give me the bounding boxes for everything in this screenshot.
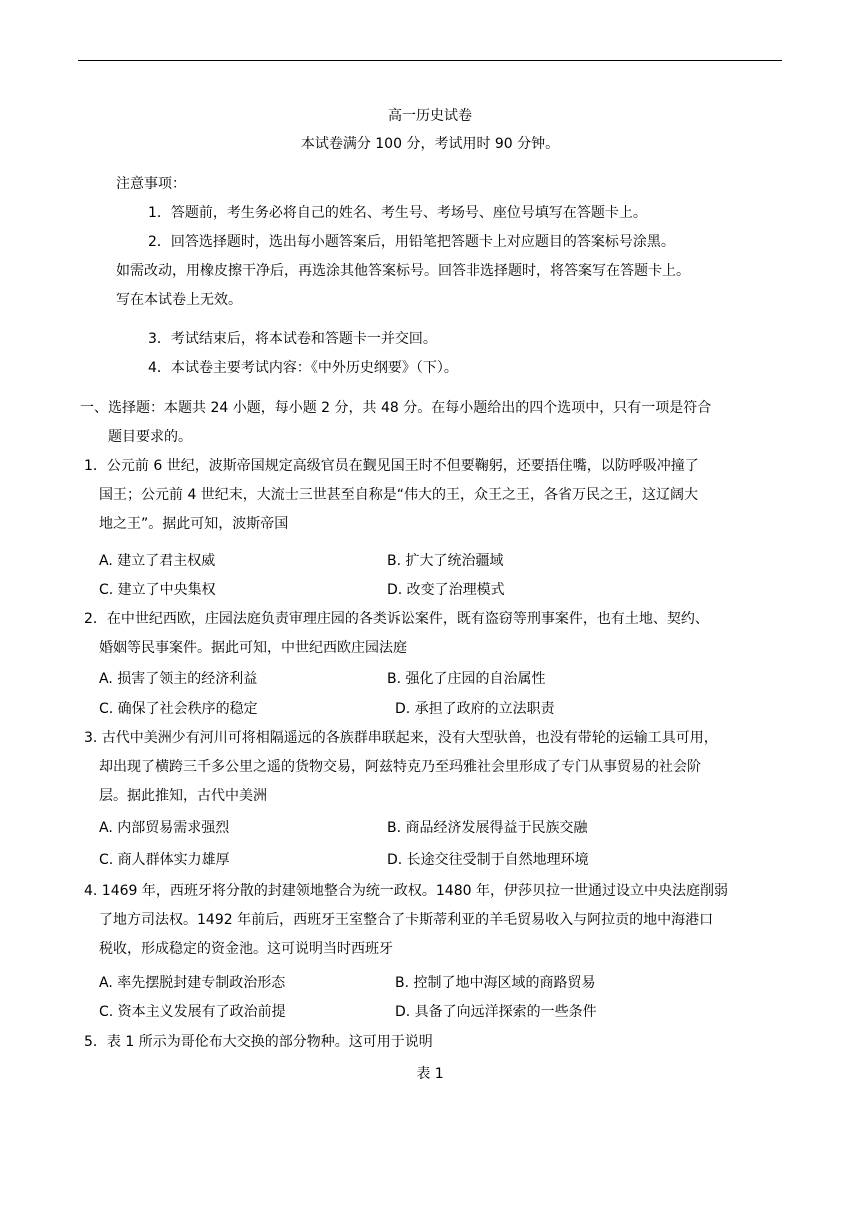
q4-option-b: B. 控制了地中海区域的商路贸易 (395, 975, 596, 991)
q4-option-d: D. 具备了向远洋探索的一些条件 (395, 1004, 597, 1020)
q5-stem: 5．表 1 所示为哥伦布大交换的部分物种。这可用于说明 (84, 1034, 433, 1050)
q2-option-d: D. 承担了政府的立法职责 (395, 701, 555, 717)
q1-option-b: B. 扩大了统治疆域 (387, 553, 504, 569)
header-rule (78, 60, 782, 61)
q4-stem-cont2: 税收，形成稳定的资金池。这可说明当时西班牙 (99, 941, 393, 957)
q2-option-c: C. 确保了社会秩序的稳定 (99, 701, 258, 717)
section-heading: 一、选择题：本题共 24 小题，每小题 2 分，共 48 分。在每小题给出的四个选项中，只有一项是符合 (80, 400, 712, 416)
q4-option-c: C. 资本主义发展有了政治前提 (99, 1004, 286, 1020)
exam-subtitle: 本试卷满分 100 分，考试用时 90 分钟。 (300, 136, 560, 152)
q3-option-c: C. 商人群体实力雄厚 (99, 852, 230, 868)
q3-option-a: A. 内部贸易需求强烈 (99, 820, 230, 836)
exam-title: 高一历史试卷 (388, 108, 472, 124)
notice-item-4: 4．本试卷主要考试内容：《中外历史纲要》（下）。 (148, 360, 458, 376)
q1-option-c: C. 建立了中央集权 (99, 582, 216, 598)
q4-stem-cont: 了地方司法权。1492 年前后，西班牙王室整合了卡斯蒂利亚的羊毛贸易收入与阿拉贡的地中海港口 (99, 912, 714, 928)
notice-item-2-cont: 如需改动，用橡皮擦干净后，再选涂其他答案标号。回答非选择题时，将答案写在答题卡上。 (116, 263, 690, 279)
q1-stem-cont: 国王；公元前 4 世纪末，大流士三世甚至自称是“伟大的王，众王之王，各省万民之王，这辽阔大 (99, 487, 699, 503)
q2-stem-cont: 婚姻等民事案件。据此可知，中世纪西欧庄园法庭 (99, 640, 407, 656)
notice-item-1: 1．答题前，考生务必将自己的姓名、考生号、考场号、座位号填写在答题卡上。 (148, 205, 647, 221)
q3-stem-cont2: 层。据此推知，古代中美洲 (99, 788, 267, 804)
q1-option-d: D. 改变了治理模式 (387, 582, 505, 598)
q1-stem-cont2: 地之王”。据此可知，波斯帝国 (99, 516, 289, 532)
q2-stem: 2．在中世纪西欧，庄园法庭负责审理庄园的各类诉讼案件，既有盗窃等刑事案件，也有土地、契约、 (84, 611, 709, 627)
q3-stem-cont: 却出现了横跨三千多公里之遥的货物交易，阿兹特克乃至玛雅社会里形成了专门从事贸易的社会阶 (99, 759, 701, 775)
q3-option-d: D. 长途交往受制于自然地理环境 (387, 852, 589, 868)
q4-option-a: A. 率先摆脱封建专制政治形态 (99, 975, 286, 991)
notice-item-3: 3．考试结束后，将本试卷和答题卡一并交回。 (148, 331, 437, 347)
q1-stem: 1．公元前 6 世纪，波斯帝国规定高级官员在觐见国王时不但要鞠躬，还要捂住嘴，以防呼吸冲撞了 (84, 458, 699, 474)
q4-stem: 4. 1469 年，西班牙将分散的封建领地整合为统一政权。1480 年，伊莎贝拉一世通过设立中央法庭削弱 (84, 883, 728, 899)
q2-option-a: A. 损害了领主的经济利益 (99, 671, 258, 687)
notice-heading: 注意事项： (116, 176, 186, 192)
notice-item-2-cont2: 写在本试卷上无效。 (116, 292, 242, 308)
section-heading-cont: 题目要求的。 (108, 429, 192, 445)
table-caption: 表 1 (416, 1066, 444, 1082)
q3-stem: 3. 古代中美洲少有河川可将相隔遥远的各族群串联起来，没有大型驮兽，也没有带轮的运输工具可用， (84, 730, 718, 746)
notice-item-2: 2．回答选择题时，选出每小题答案后，用铅笔把答题卡上对应题目的答案标号涂黑。 (148, 234, 675, 250)
q3-option-b: B. 商品经济发展得益于民族交融 (387, 820, 588, 836)
q1-option-a: A. 建立了君主权威 (99, 553, 216, 569)
q2-option-b: B. 强化了庄园的自治属性 (387, 671, 546, 687)
